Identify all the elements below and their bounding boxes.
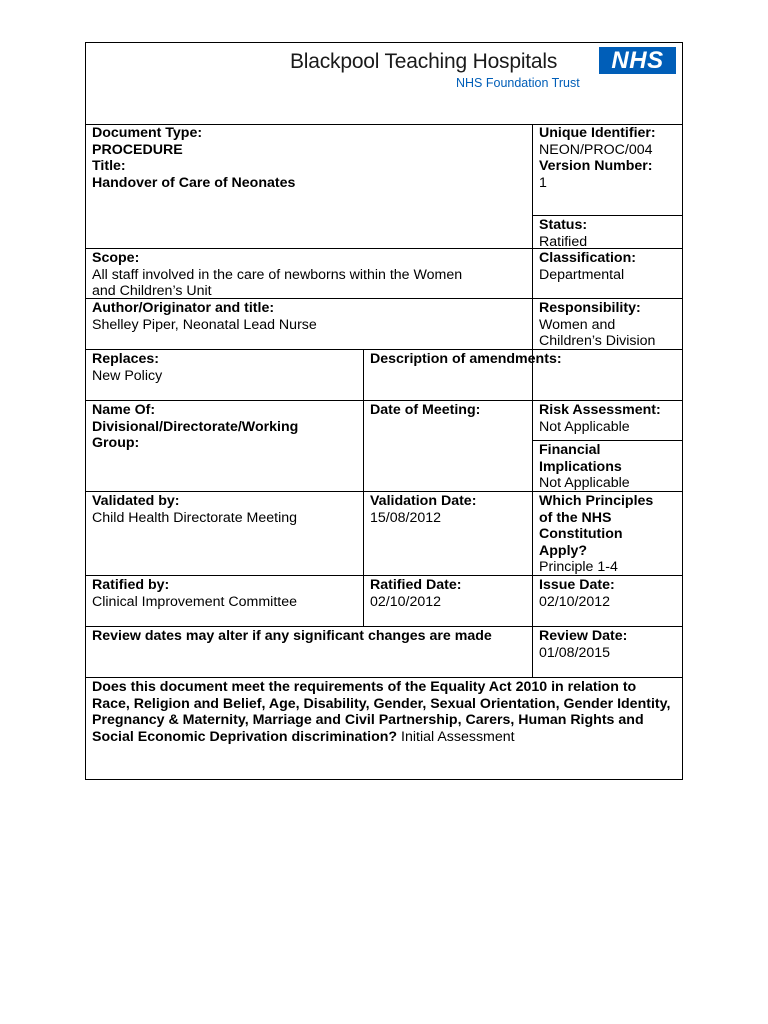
validation-date-label: Validation Date: (370, 493, 477, 509)
date-of-meeting-label: Date of Meeting: (370, 402, 481, 418)
validation-date-cell (364, 492, 532, 527)
author-label: Author/Originator and title: (92, 300, 275, 316)
scope-value: All staff involved in the care of newborns within the Women and Children’s Unit (92, 266, 463, 300)
date-of-meeting-cell (364, 401, 532, 420)
validation-date-value: 15/08/2012 (370, 509, 442, 526)
author-value: Shelley Piper, Neonatal Lead Nurse (92, 316, 317, 333)
equality-cell (86, 678, 682, 746)
responsibility-label: Responsibility: (539, 300, 641, 316)
document-control-sheet (85, 42, 683, 780)
equality-question: Does this document meet the requirements of the Equality Act 2010 in relation to Race, Religion and Belief, Age, Disability, Gender, Sexual Orientation, Gender Identity, Pregnancy & Maternity, Marriage and Civil Partnership, Carers, Human Rights and Social Economic Deprivation discrimination? (92, 679, 671, 745)
risk-assessment-value: Not Applicable (539, 418, 630, 435)
amendments-cell (364, 350, 682, 369)
responsibility-cell (533, 299, 682, 351)
document-type-label: Document Type: (92, 125, 203, 141)
scope-label: Scope: (92, 250, 140, 266)
header (86, 43, 682, 125)
document-type-cell (86, 124, 532, 192)
financial-implications-label: Financial Implications (539, 442, 622, 475)
issue-date-cell (533, 576, 682, 611)
review-note-label: Review dates may alter if any significant changes are made (92, 628, 492, 644)
nhs-principles-value: Principle 1-4 (539, 559, 618, 576)
version-number-value: 1 (539, 174, 547, 191)
scope-cell (86, 249, 532, 301)
risk-assessment-label: Risk Assessment: (539, 402, 661, 418)
amendments-label: Description of amendments: (370, 351, 562, 367)
nhs-logo: NHS (599, 47, 676, 74)
responsibility-value: Women and Children’s Division (539, 316, 656, 350)
equality-answer: Initial Assessment (401, 728, 515, 745)
organisation-subtitle: NHS Foundation Trust (456, 76, 580, 90)
risk-assessment-cell (533, 401, 682, 436)
review-date-value: 01/08/2015 (539, 644, 611, 661)
classification-value: Departmental (539, 266, 625, 283)
status-label: Status: (539, 217, 588, 233)
unique-identifier-value: NEON/PROC/004 (539, 141, 653, 158)
review-date-label: Review Date: (539, 628, 628, 644)
status-cell (533, 216, 682, 251)
nhs-principles-cell (533, 492, 682, 577)
ratified-date-value: 02/10/2012 (370, 593, 442, 610)
ratified-by-label: Ratified by: (92, 577, 170, 593)
ratified-date-cell (364, 576, 532, 611)
replaces-label: Replaces: (92, 351, 160, 367)
status-value: Ratified (539, 233, 588, 250)
replaces-cell (86, 350, 363, 385)
financial-implications-cell (533, 441, 682, 493)
issue-date-value: 02/10/2012 (539, 593, 611, 610)
ratified-by-cell (86, 576, 363, 611)
classification-label: Classification: (539, 250, 636, 266)
replaces-value: New Policy (92, 367, 163, 384)
author-cell (86, 299, 532, 334)
title-value: Handover of Care of Neonates (92, 174, 296, 191)
document-type-value: PROCEDURE (92, 141, 183, 158)
unique-identifier-label: Unique Identifier: (539, 125, 656, 141)
name-of-label: Name Of: Divisional/Directorate/Working Group: (92, 402, 299, 452)
validated-by-value: Child Health Directorate Meeting (92, 509, 298, 526)
classification-cell (533, 249, 682, 284)
version-number-label: Version Number: (539, 158, 653, 175)
review-date-cell (533, 627, 682, 662)
title-label: Title: (92, 158, 126, 175)
ratified-date-label: Ratified Date: (370, 577, 462, 593)
ratified-by-value: Clinical Improvement Committee (92, 593, 297, 610)
review-note-cell (86, 627, 532, 646)
validated-by-cell (86, 492, 363, 527)
issue-date-label: Issue Date: (539, 577, 615, 593)
nhs-principles-label: Which Principles of the NHS Constitution Apply? (539, 493, 654, 559)
identifier-cell (533, 124, 682, 192)
organisation-name: Blackpool Teaching Hospitals (290, 50, 558, 73)
financial-implications-value: Not Applicable (539, 475, 630, 492)
validated-by-label: Validated by: (92, 493, 180, 509)
name-of-cell (86, 401, 363, 453)
